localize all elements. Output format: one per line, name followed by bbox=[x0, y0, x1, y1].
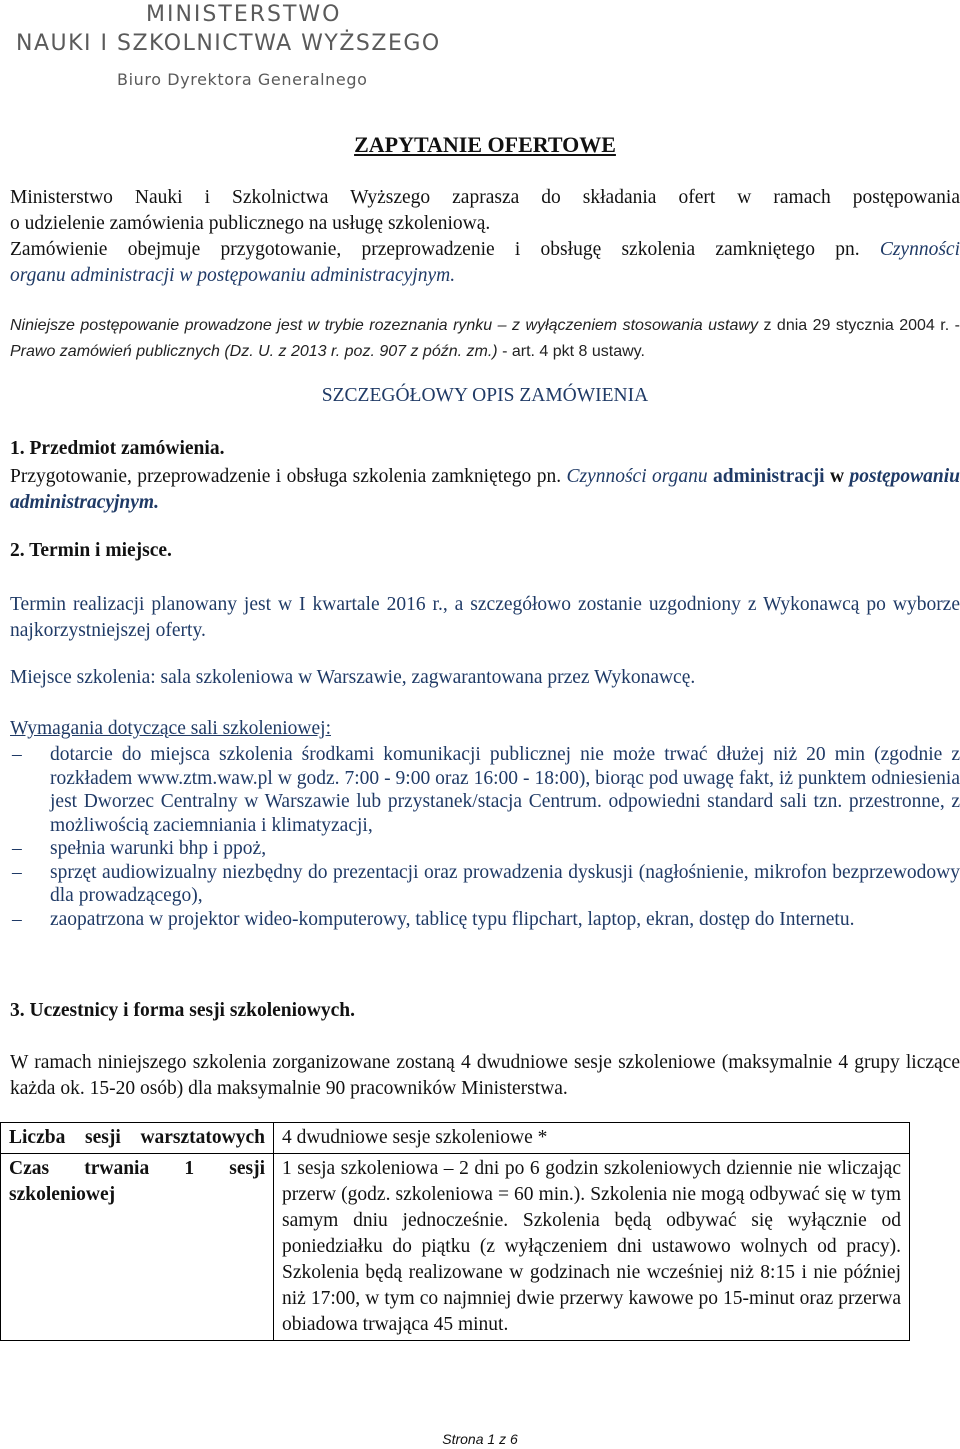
table-label-sessions: Liczba sesji warsztatowych bbox=[1, 1123, 274, 1154]
intro-training-name-end: organu administracji w postępowaniu administracyjnym. bbox=[10, 265, 456, 286]
intro-training-name-start: Czynności bbox=[879, 239, 960, 260]
legal-basis-part2: z dnia 29 stycznia 2004 r. - bbox=[763, 317, 960, 334]
table-value-sessions: 4 dwudniowe sesje szkoleniowe * bbox=[274, 1123, 910, 1154]
training-info-table bbox=[0, 1122, 910, 1341]
section-subtitle: SZCZEGÓŁOWY OPIS ZAMÓWIENIA bbox=[321, 385, 649, 406]
requirement-item: – dotarcie do miejsca szkolenia środkami komunikacji publicznej nie może trwać dłużej niż 20 min (zgodnie z rozkładem www.ztm.waw.pl w godz. 7:00 - 9:00 oraz 16:00 - 18:00), biorąc pod uwagę fakt, iż punktem odniesienia jest Dworzec Centralny w Warszawie lub przystanek/stacja Centrum. odpowiedni standard sali tzn. przestronne, z możliwością zaciemniania i klimatyzacji, bbox=[12, 744, 960, 836]
requirement-item: – sprzęt audiowizualny niezbędny do prezentacji oraz prowadzenia dyskusji (nagłośnienie, mikrofon bezprzewodowy dla prowadzącego), bbox=[12, 861, 960, 906]
section-3-text: W ramach niniejszego szkolenia zorganizowane zostaną 4 dwudniowe sesje szkoleniowe (maksymalnie 4 grupy liczące każda ok. 15-20 osób) dla maksymalnie 90 pracowników Ministerstwa. bbox=[10, 1052, 960, 1099]
requirements-list bbox=[10, 743, 960, 931]
requirement-item: – zaopatrzona w projektor wideo-komputerowy, tablicę typu flipchart, laptop, ekran, dostęp do Internetu. bbox=[12, 908, 855, 930]
table-row bbox=[1, 1123, 910, 1154]
section-1-w: w bbox=[830, 466, 845, 487]
section-1-text bbox=[10, 464, 960, 516]
table-value-duration: 1 sesja szkoleniowa – 2 dni po 6 godzin szkoleniowych dziennie nie wliczając przerw (godz. szkoleniowa = 60 min.). Szkolenia nie mogą odbywać się w tym samym dniu jednocześnie. Szkolenia będą odbywać się wyłącznie od poniedziałku do piątku (z wyłączeniem dni ustawowo wolnych od pracy). Szkolenia będą realizowane w godzinach nie wcześniej niż 8:15 i nie później niż 17:00, w tym co najmniej dwie przerwy kawowe po 15-minut oraz przerwa obiadowa trwająca 45 minut. bbox=[274, 1154, 910, 1341]
section-1-text-plain: Przygotowanie, przeprowadzenie i obsługa szkolenia zamkniętego pn. bbox=[10, 466, 562, 487]
table-row bbox=[1, 1154, 910, 1341]
letterhead-ministry: MINISTERSTWO bbox=[146, 2, 342, 27]
section-3-heading: 3. Uczestnicy i forma sesji szkoleniowych. bbox=[10, 1000, 355, 1021]
document-title: ZAPYTANIE OFERTOWE bbox=[354, 132, 616, 157]
intro-line-3 bbox=[10, 237, 960, 263]
letterhead-ministry-name: NAUKI I SZKOLNICTWA WYŻSZEGO bbox=[16, 31, 441, 56]
legal-basis-part4: - art. 4 pkt 8 ustawy. bbox=[502, 343, 645, 360]
legal-basis-part1: Niniejsze postępowanie prowadzone jest w trybie rozeznania rynku – z wyłączeniem stosowania ustawy bbox=[10, 317, 758, 334]
requirements-heading: Wymagania dotyczące sali szkoleniowej: bbox=[10, 718, 331, 739]
section-2-term: Termin realizacji planowany jest w I kwartale 2016 r., a szczegółowo zostanie uzgodniony z Wykonawcą po wyborze najkorzystniejszej oferty. bbox=[10, 594, 960, 641]
requirement-item: – spełnia warunki bhp i ppoż, bbox=[12, 838, 267, 859]
section-1-training-name-1: Czynności organu bbox=[566, 466, 708, 487]
legal-basis bbox=[10, 313, 960, 365]
section-2-place: Miejsce szkolenia: sala szkoleniowa w Warszawie, zagwarantowana przez Wykonawcę. bbox=[10, 667, 696, 688]
intro-line-2: o udzielenie zamówienia publicznego na usługę szkoleniową. bbox=[10, 213, 491, 234]
section-1-heading: 1. Przedmiot zamówienia. bbox=[10, 438, 225, 459]
intro-line-1: Ministerstwo Nauki i Szkolnictwa Wyższego zaprasza do składania ofert w ramach postępowania bbox=[10, 187, 960, 208]
table-label-duration: Czas trwania 1 sesji szkoleniowej bbox=[1, 1154, 274, 1341]
section-1-training-name-3: postępowaniu administracyjnym. bbox=[10, 466, 960, 513]
section-1-training-name-2: administracji bbox=[713, 466, 825, 487]
page-number: Strona 1 z 6 bbox=[442, 1431, 518, 1447]
section-2-heading: 2. Termin i miejsce. bbox=[10, 540, 172, 561]
intro-scope-text: Zamówienie obejmuje przygotowanie, przeprowadzenie i obsługę szkolenia zamkniętego pn. bbox=[10, 239, 860, 260]
letterhead-office: Biuro Dyrektora Generalnego bbox=[117, 70, 368, 89]
legal-basis-part3: Prawo zamówień publicznych (Dz. U. z 2013 r. poz. 907 z późn. zm.) bbox=[10, 343, 498, 360]
